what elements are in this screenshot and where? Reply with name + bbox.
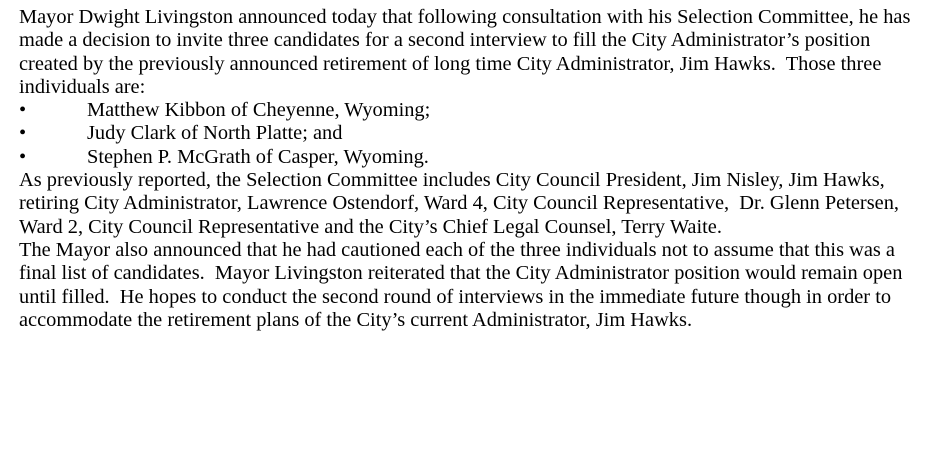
committee-paragraph: As previously reported, the Selection Committee includes City Council President, Jim Nisley, Jim Hawks, retiring City Administrator, Lawrence Ostendorf, Ward 4, City Council Representative, Dr. Glenn Petersen, Ward 2, City Council Representative and the City’s Chief Legal Counsel, Terry Waite. [19, 169, 904, 238]
candidate-list-item [19, 122, 930, 145]
candidate-name: Judy Clark of North Platte; and [87, 122, 343, 145]
bullet-icon: • [19, 99, 27, 122]
mayor-statement-paragraph: The Mayor also announced that he had cautioned each of the three individuals not to assume that this was a final list of candidates. Mayor Livingston reiterated that the City Administrator position would remain open until filled. He hopes to conduct the second round of interviews in the immediate future though in order to accommodate the retirement plans of the City’s current Administrator, Jim Hawks. [19, 238, 908, 331]
bullet-icon: • [19, 122, 27, 145]
candidate-name: Matthew Kibbon of Cheyenne, Wyoming; [87, 99, 431, 122]
candidate-list [19, 99, 930, 169]
candidate-list-item [19, 99, 930, 122]
announcement-paragraph: Mayor Dwight Livingston announced today that following consultation with his Selection Committee, he has made a decision to invite three candidates for a second interview to fill the City Administrator’s position created by the previously announced retirement of long time City Administrator, Jim Hawks. Those three individuals are: [19, 6, 916, 98]
candidate-name: Stephen P. McGrath of Casper, Wyoming. [87, 145, 429, 168]
bullet-icon: • [19, 145, 27, 168]
candidate-list-item [19, 146, 930, 169]
